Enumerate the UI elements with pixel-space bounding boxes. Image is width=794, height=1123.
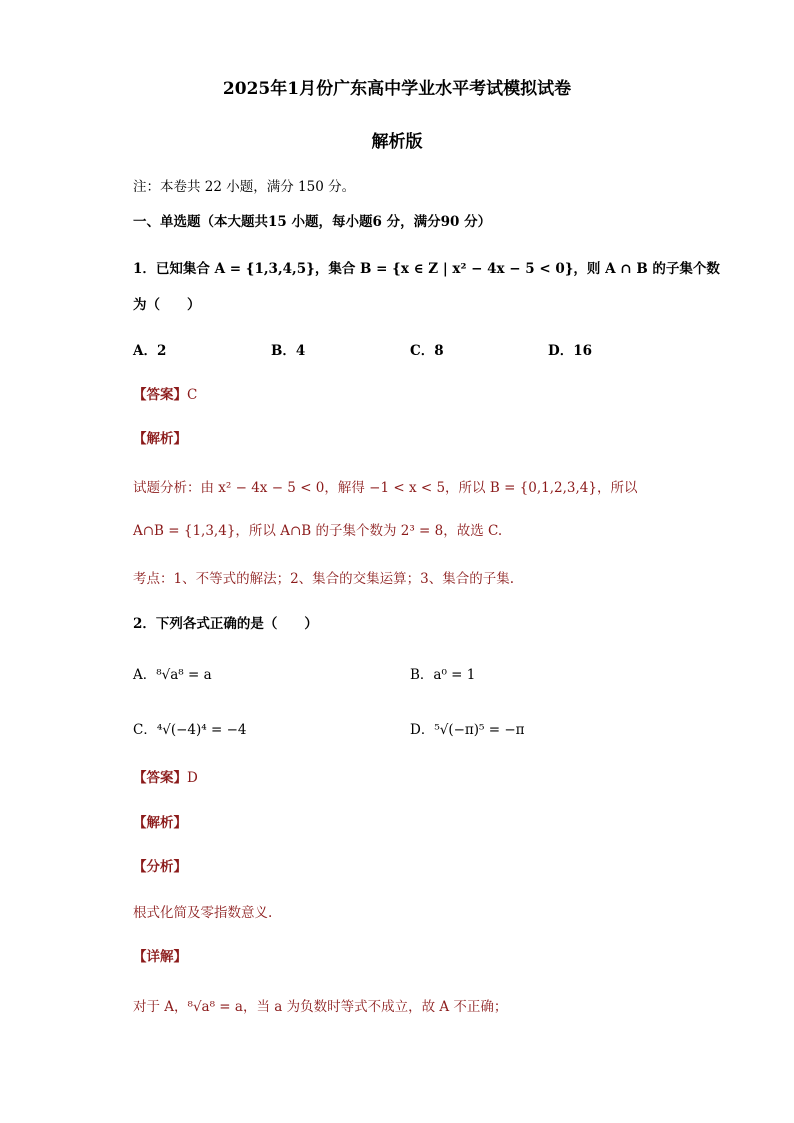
q2-fenxi: 根式化简及零指数意义. — [133, 905, 273, 921]
page-subtitle: 解析版 — [371, 132, 423, 152]
q2-option-b: B．a⁰ = 1 — [410, 667, 476, 683]
answer-tag: 【答案】 — [133, 770, 187, 786]
section-heading: 一、单选题（本大题共15 小题，每小题6 分，满分90 分） — [133, 214, 492, 230]
q2-option-d: D．⁵√(−π)⁵ = −π — [410, 722, 525, 738]
page-title: 2025年1月份广东高中学业水平考试模拟试卷 — [222, 79, 572, 99]
q2-option-c: C．⁴√(−4)⁴ = −4 — [133, 722, 247, 738]
q1-analysis-line1: 试题分析：由 x² − 4x − 5 < 0，解得 −1 < x < 5，所以 B = {0,1,2,3,4}，所以 — [133, 480, 638, 496]
answer-value: D — [187, 770, 198, 786]
q1-option-b: B．4 — [271, 343, 306, 359]
q2-analysis-tag: 【解析】 — [133, 815, 187, 831]
q2-xiangjie-line1: 对于 A，⁸√a⁸ = a，当 a 为负数时等式不成立，故 A 不正确； — [133, 999, 508, 1015]
q1-stem-line1: 1．已知集合 A = {1,3,4,5}，集合 B = {x ∈ Z | x² − 4x − 5 < 0}，则 A ∩ B 的子集个数 — [133, 261, 720, 277]
q1-option-d: D．16 — [548, 343, 592, 359]
q1-answer — [133, 383, 197, 403]
q2-fenxi-tag: 【分析】 — [133, 859, 187, 875]
q1-option-a: A．2 — [133, 343, 167, 359]
q1-kaodian: 考点：1、不等式的解法；2、集合的交集运算；3、集合的子集. — [133, 571, 515, 587]
q2-stem: 2．下列各式正确的是（ ） — [133, 616, 318, 632]
q2-option-a: A．⁸√a⁸ = a — [133, 667, 212, 683]
exam-note: 注：本卷共 22 小题，满分 150 分。 — [133, 179, 356, 195]
q2-answer — [133, 766, 198, 786]
answer-tag: 【答案】 — [133, 387, 187, 403]
answer-value: C — [187, 387, 198, 403]
q1-analysis-line2: A∩B = {1,3,4}，所以 A∩B 的子集个数为 2³ = 8，故选 C. — [133, 523, 503, 539]
q1-option-c: C．8 — [410, 343, 444, 359]
q1-analysis-tag: 【解析】 — [133, 431, 187, 447]
q2-xiangjie-tag: 【详解】 — [133, 949, 187, 965]
q1-stem-line2: 为（ ） — [133, 297, 201, 313]
